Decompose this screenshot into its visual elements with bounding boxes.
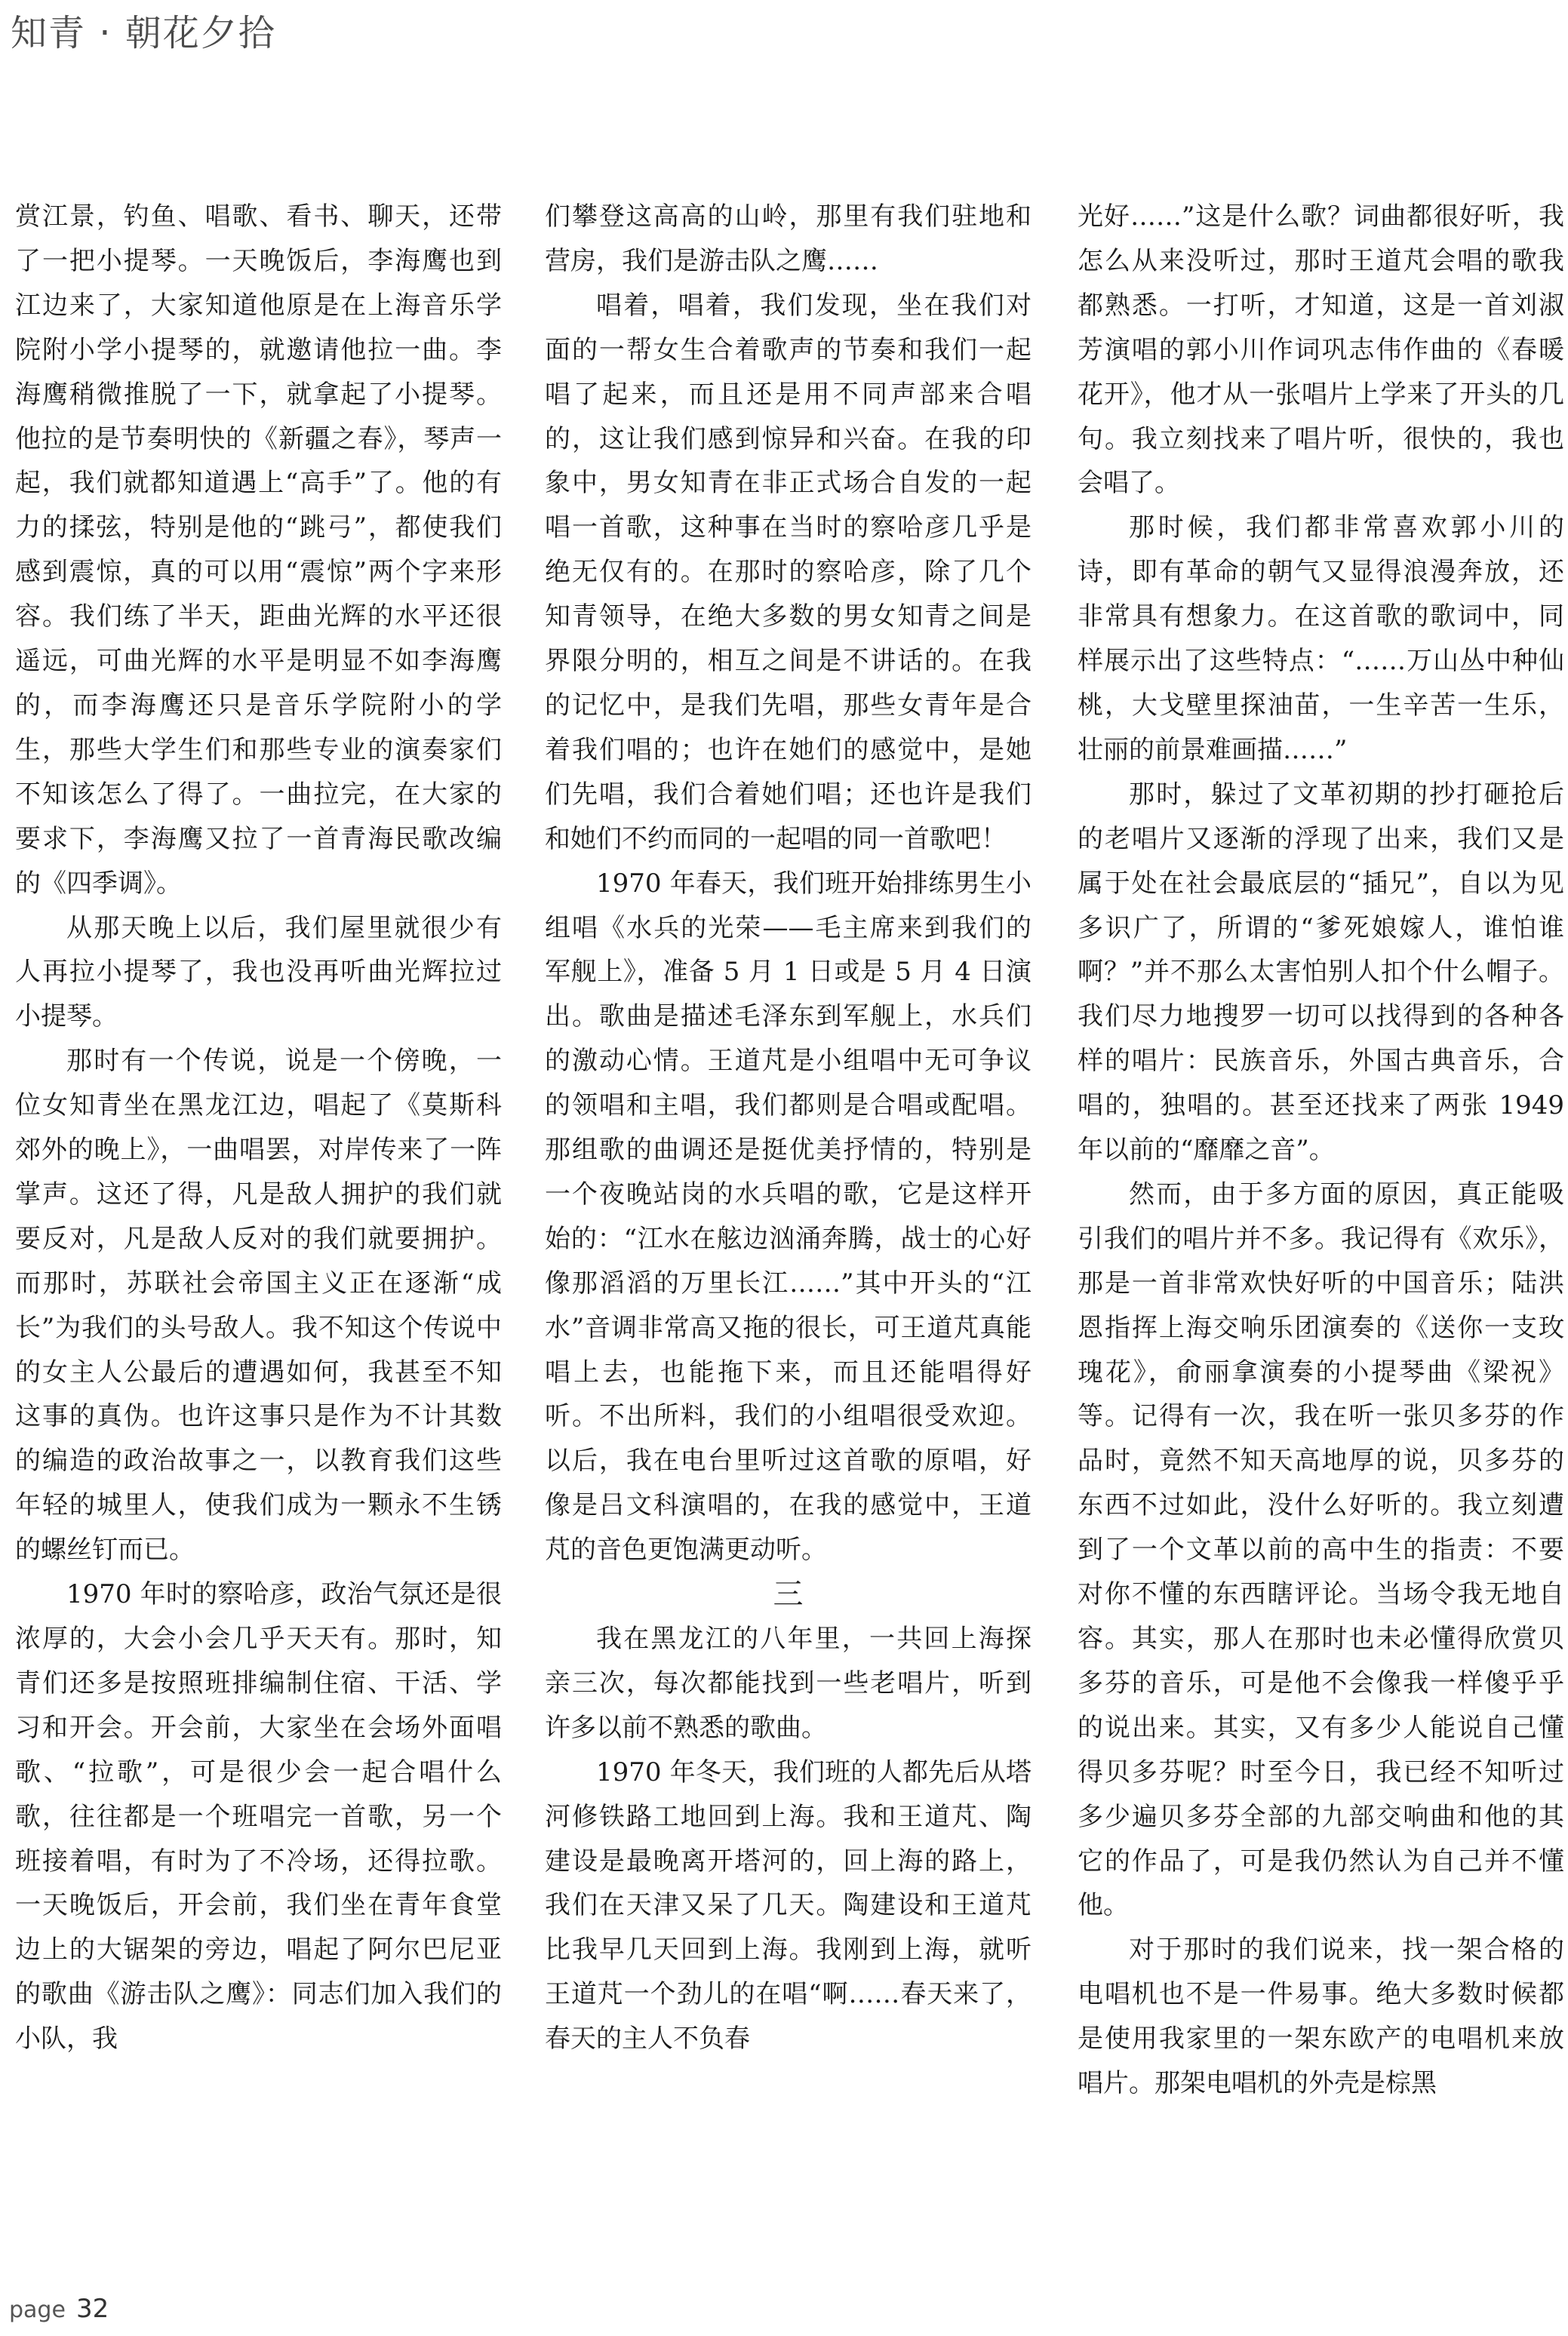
- page-number: 32: [75, 2294, 109, 2324]
- paragraph: 从那天晚上以后，我们屋里就很少有人再拉小提琴了，我也没再听曲光辉拉过小提琴。: [15, 912, 502, 1032]
- paragraph: 赏江景，钓鱼、唱歌、看书、聊天，还带了一把小提琴。一天晚饭后，李海鹰也到江边来了，大家知道他原是在上海音乐学院附小学小提琴的，就邀请他拉一曲。李海鹰稍微推脱了一下，就拿起了小提琴。他拉的是节奏明快的《新疆之春》，琴声一起，我们就都知道遇上“高手”了。他的有力的揉弦，特别是他的“跳弓”，都使我们感到震惊，真的可以用“震惊”两个字来形容。我们练了半天，距曲光辉的水平还很遥远，可曲光辉的水平是明显不如李海鹰的，而李海鹰还只是音乐学院附小的学生，那些大学生们和那些专业的演奏家们不知该怎么了得了。一曲拉完，在大家的要求下，李海鹰又拉了一首青海民歌改编的《四季调》。: [15, 201, 502, 899]
- text-column-2: [545, 195, 1031, 2061]
- page-label: page: [9, 2297, 66, 2323]
- paragraph: 唱着，唱着，我们发现，坐在我们对面的一帮女生合着歌声的节奏和我们一起唱了起来，而且还是用不同声部来合唱的，这让我们感到惊异和兴奋。在我的印象中，男女知青在非正式场合自发的一起唱一首歌，这种事在当时的察哈彦几乎是绝无仅有的。在那时的察哈彦，除了几个知青领导，在绝大多数的男女知青之间是界限分明的，相互之间是不讲话的。在我的记忆中，是我们先唱，那些女青年是合着我们唱的；也许在她们的感觉中，是她们先唱，我们合着她们唱；还也许是我们和她们不约而同的一起唱的同一首歌吧！: [545, 290, 1031, 854]
- paragraph: 1970 年冬天，我们班的人都先后从塔河修铁路工地回到上海。我和王道芃、陶建设是最晚离开塔河的，回上海的路上，我们在天津又呆了几天。陶建设和王道芃比我早几天回到上海。我刚到上海，就听王道芃一个劲儿的在唱“啊……春天来了，春天的主人不负春: [545, 1757, 1031, 2055]
- page-footer: [9, 2294, 109, 2324]
- paragraph: 我在黑龙江的八年里，一共回上海探亲三次，每次都能找到一些老唱片，听到许多以前不熟悉的歌曲。: [545, 1624, 1031, 1743]
- paragraph: 那时候，我们都非常喜欢郭小川的诗，即有革命的朝气又显得浪漫奔放，还非常具有想象力。在这首歌的歌词中，同样展示出了这些特点：“……万山丛中种仙桃，大戈壁里探油苗，一生辛苦一生乐，壮丽的前景难画描……”: [1078, 512, 1564, 765]
- paragraph: 那时，躲过了文革初期的抄打砸抢后的老唱片又逐渐的浮现了出来，我们又是属于处在社会最底层的“插兄”，自以为见多识广了，所谓的“爹死娘嫁人，谁怕谁啊？”并不那么太害怕别人扣个什么帽子。我们尽力地搜罗一切可以找得到的各种各样的唱片：民族音乐，外国古典音乐，合唱的，独唱的。甚至还找来了两张 1949 年以前的“靡靡之音”。: [1078, 779, 1564, 1166]
- section-heading: 三: [773, 1577, 804, 1612]
- paragraph: 对于那时的我们说来，找一架合格的电唱机也不是一件易事。绝大多数时候都是使用我家里的一架东欧产的电唱机来放唱片。那架电唱机的外壳是棕黑: [1078, 1935, 1564, 2099]
- paragraph: 1970 年春天，我们班开始排练男生小组唱《水兵的光荣——毛主席来到我们的军舰上》，准备 5 月 1 日或是 5 月 4 日演出。歌曲是描述毛泽东到军舰上，水兵们的激动心情。王道芃是小组唱中无可争议的领唱和主唱，我们都则是合唱或配唱。那组歌的曲调还是挺优美抒情的，特别是一个夜晚站岗的水兵唱的歌，它是这样开始的：“江水在舷边汹涌奔腾，战士的心好像那滔滔的万里长江……”其中开头的“江水”音调非常高又拖的很长，可王道芃真能唱上去，也能拖下来，而且还能唱得好听。不出所料，我们的小组唱很受欢迎。以后，我在电台里听过这首歌的原唱，好像是吕文科演唱的，在我的感觉中，王道芃的音色更饱满更动听。: [545, 868, 1031, 1566]
- page-header-title: 知青 · 朝花夕拾: [11, 12, 276, 54]
- paragraph: 们攀登这高高的山岭，那里有我们驻地和营房，我们是游击队之鹰……: [545, 201, 1031, 276]
- paragraph: 那时有一个传说，说是一个傍晚，一位女知青坐在黑龙江边，唱起了《莫斯科郊外的晚上》，一曲唱罢，对岸传来了一阵掌声。这还了得，凡是敌人拥护的我们就要反对，凡是敌人反对的我们就要拥护。而那时，苏联社会帝国主义正在逐渐“成长”为我们的头号敌人。我不知这个传说中的女主人公最后的遭遇如何，我甚至不知这事的真伪。也许这事只是作为不计其数的编造的政治故事之一，以教育我们这些年轻的城里人，使我们成为一颗永不生锈的螺丝钉而已。: [15, 1046, 502, 1566]
- paragraph: 然而，由于多方面的原因，真正能吸引我们的唱片并不多。我记得有《欢乐》，那是一首非常欢快好听的中国音乐；陆洪恩指挥上海交响乐团演奏的《送你一支玫瑰花》，俞丽拿演奏的小提琴曲《梁祝》等。记得有一次，我在听一张贝多芬的作品时，竟然不知天高地厚的说，贝多芬的东西不过如此，没什么好听的。我立刻遭到了一个文革以前的高中生的指责：不要对你不懂的东西瞎评论。当场令我无地自容。其实，那人在那时也未必懂得欣赏贝多芬的音乐，可是他不会像我一样傻乎乎的说出来。其实，又有多少人能说自己懂得贝多芬呢？时至今日，我已经不知听过多少遍贝多芬全部的九部交响曲和他的其它的作品了，可是我仍然认为自己并不懂他。: [1078, 1179, 1564, 1921]
- text-column-1: [15, 195, 502, 2061]
- text-column-3: [1078, 195, 1564, 2106]
- paragraph: 1970 年时的察哈彦，政治气氛还是很浓厚的，大会小会几乎天天有。那时，知青们还多是按照班排编制住宿、干活、学习和开会。开会前，大家坐在会场外面唱歌、“拉歌”，可是很少会一起合唱什么歌，往往都是一个班唱完一首歌，另一个班接着唱，有时为了不冷场，还得拉歌。一天晚饭后，开会前，我们坐在青年食堂边上的大锯架的旁边，唱起了阿尔巴尼亚的歌曲《游击队之鹰》：同志们加入我们的小队，我: [15, 1579, 502, 2055]
- paragraph: 光好……”这是什么歌？词曲都很好听，我怎么从来没听过，那时王道芃会唱的歌我都熟悉。一打听，才知道，这是一首刘淑芳演唱的郭小川作词巩志伟作曲的《春暖花开》，他才从一张唱片上学来了开头的几句。我立刻找来了唱片听，很快的，我也会唱了。: [1078, 201, 1564, 499]
